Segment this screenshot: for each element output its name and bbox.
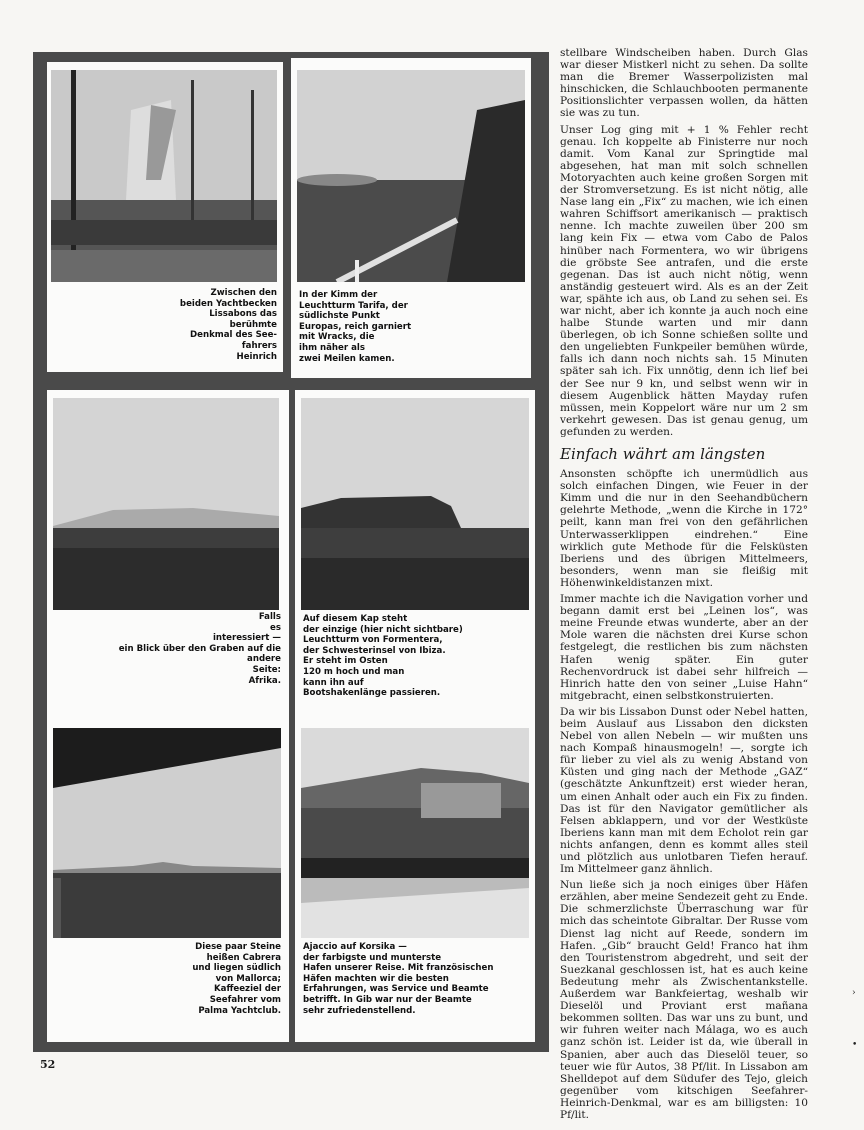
article-column [560,47,808,1125]
photo-formentera-cape [301,398,529,610]
photo-cell-lisbon [47,62,283,372]
article-heading: Einfach währt am längsten [560,445,766,463]
photo-ajaccio-harbour [301,728,529,938]
photo-africa-view [53,398,279,610]
page-number: 52 [40,1058,56,1071]
article-paragraph: stellbare Windscheiben haben. Durch Glas war dieser Mistkerl nicht zu sehen. Da sollte man die Bremer Wasserpolizisten mal hinschicken, die Schlauchbooten permanente Positionslichter verpassen wollen, da hätten sie was zu tun. [560,47,808,120]
caption-lisbon: Zwischen den beiden Yachtbecken Lissabons das berühmte Denkmal des See- fahrers Heinrich [179,288,277,362]
photo-tarifa-lighthouse [297,70,525,282]
article-paragraph: Ansonsten schöpfte ich unermüdlich aus solch einfachen Dingen, wie Feuer in der Kimm und die nur in den Seehandbüchern gelehrte Methode, „wenn die Kirche in 172° peilt, kann man frei von den gefährlichen Unterwasserklippen eindrehen.“ Eine wirklich gute Methode für die Felsküsten Iberiens und des übrigen Mittelmeers, besonders, wenn man sie fleißig mit Höhenwinkeldistanzen mixt. [560,468,808,589]
photo-cell-cabrera [47,720,289,1042]
caption-africa: Falls es interessiert — ein Blick über den Graben auf die andere Seite: Afrika. [118,612,281,686]
article-paragraph: Nun ließe sich ja noch einiges über Häfen erzählen, aber meine Sendezeit geht zu Ende. Die schmerzlichste Überraschung war für mich das scheintote Gibraltar. Der Russe vom Dienst lag nicht auf Reede, sondern im Hafen. „Gib“ braucht Geld! Franco hat ihm den Touristenstrom abgedreht, und seit der Suezkanal geschlossen ist, hat es auch keine Bedeutung mehr als Zwischentankstelle. Außerdem war Bankfeiertag, weshalb wir Dieselöl und Proviant erst mañana bekommen sollten. Das war uns zu bunt, und wir fuhren weiter nach Málaga, wo es auch ganz schön ist. Leider ist da, wie überall in Spanien, aber auch das Dieselöl teuer, so teuer wie für Autos, 38 Pf/lit. In Lissabon am Shelldepot auf dem Südufer des Tejo, gleich gegenüber vom kitschigen Seefahrer-Heinrich-Denkmal, war es am billigsten: 10 Pf/lit. [560,879,808,1121]
photo-lisbon-monument [51,70,277,282]
margin-mark: • [852,1040,858,1050]
caption-formentera: Auf diesem Kap steht der einzige (hier nicht sichtbare) Leuchtturm von Formentera, der Schwesterinsel von Ibiza. Er steht im Osten 120 m hoch und man kann ihn auf Bootshakenlänge passieren. [303,614,463,699]
photo-cell-formentera [295,390,535,720]
caption-cabrera: Diese paar Steine heißen Cabrera und liegen südlich von Mallorca; Kaffeeziel der Seefahrer vom Palma Yachtclub. [192,942,281,1016]
article-paragraph: Immer machte ich die Navigation vorher und begann damit erst bei „Leinen los“, was meine Freunde etwas wunderte, aber an der Mole waren die nächsten drei Kurse schon festgelegt, die restlichen bis zum nächsten Hafen wenig später. Ein guter Rechenvordruck ist dabei sehr hilfreich — Hinrich hatte den von seiner „Luise Hahn“ mitgebracht, einen selbstkonstruierten. [560,593,808,702]
photo-cabrera-islands [53,728,281,938]
margin-mark: › [852,988,856,998]
photo-cell-ajaccio [295,720,535,1042]
caption-tarifa: In der Kimm der Leuchtturm Tarifa, der südlichste Punkt Europas, reich garniert mit Wracks, die ihm näher als zwei Meilen kamen. [299,290,412,364]
article-paragraph: Unser Log ging mit + 1 % Fehler recht genau. Ich koppelte ab Finisterre nur noch damit. Vom Kanal zur Springtide mal abgesehen, hat man mit solch schnellen Motoryachten auch keine großen Sorgen mit der Stromversetzung. Es ist nicht nötig, alle Nase lang ein „Fix“ zu machen, wie ich einen wahren Schiffsort amerikanisch — praktisch nenne. Ich machte zuweilen über 200 sm lang kein Fix — etwa vom Cabo de Palos hinüber nach Formentera, wo wir übrigens die gröbste See antrafen, und die erste gegenan. Das ist auch nicht nötig, wenn anständig gesteuert wird. Als es an der Zeit war, spähte ich aus, ob Land zu sehen sei. Es war nicht, aber ich konnte ja auch noch eine halbe Stunde warten und mir dann überlegen, ob ich Sonne schießen sollte und den ungeliebten Funkpeiler bemühen würde, falls ich dann noch nichts sah. 15 Minuten später sah ich. Fix unnötig, denn ich lief bei der See nur 9 kn, und selbst wenn wir in diesem Augenblick hätten Mayday rufen müssen, mein Koppelort wäre nur um 2 sm verkehrt gewesen. Das ist genau genug, um gefunden zu werden. [560,123,808,438]
photo-cell-africa [47,390,289,720]
photo-cell-tarifa [291,58,531,378]
caption-ajaccio: Ajaccio auf Korsika — der farbigste und munterste Hafen unserer Reise. Mit französischen Häfen machten wir die besten Erfahrungen, was Service und Beamte betrifft. In Gib war nur der Beamte sehr zufriedenstellend. [303,942,494,1016]
article-paragraph: Da wir bis Lissabon Dunst oder Nebel hatten, beim Auslauf aus Lissabon den dicksten Nebel von allen Nebeln — wir mußten uns nach Kompaß hinausmogeln! —, sorgte ich für lieber zu viel als zu wenig Abstand von Küsten und ging nach der Methode „GAZ“ (geschätzte Ankunftzeit) erst wieder heran, um einen Anhalt oder auch ein Fix zu finden. Das ist für den Navigator gemütlicher als Felsen abklappern, und vor der Westküste Iberiens kann man mit dem Echolot rein gar nichts anfangen, denn es kommt alles steil und plötzlich aus unlotbaren Tiefen herauf. Im Mittelmeer ganz ähnlich. [560,705,808,876]
photo-grid [33,52,549,1052]
